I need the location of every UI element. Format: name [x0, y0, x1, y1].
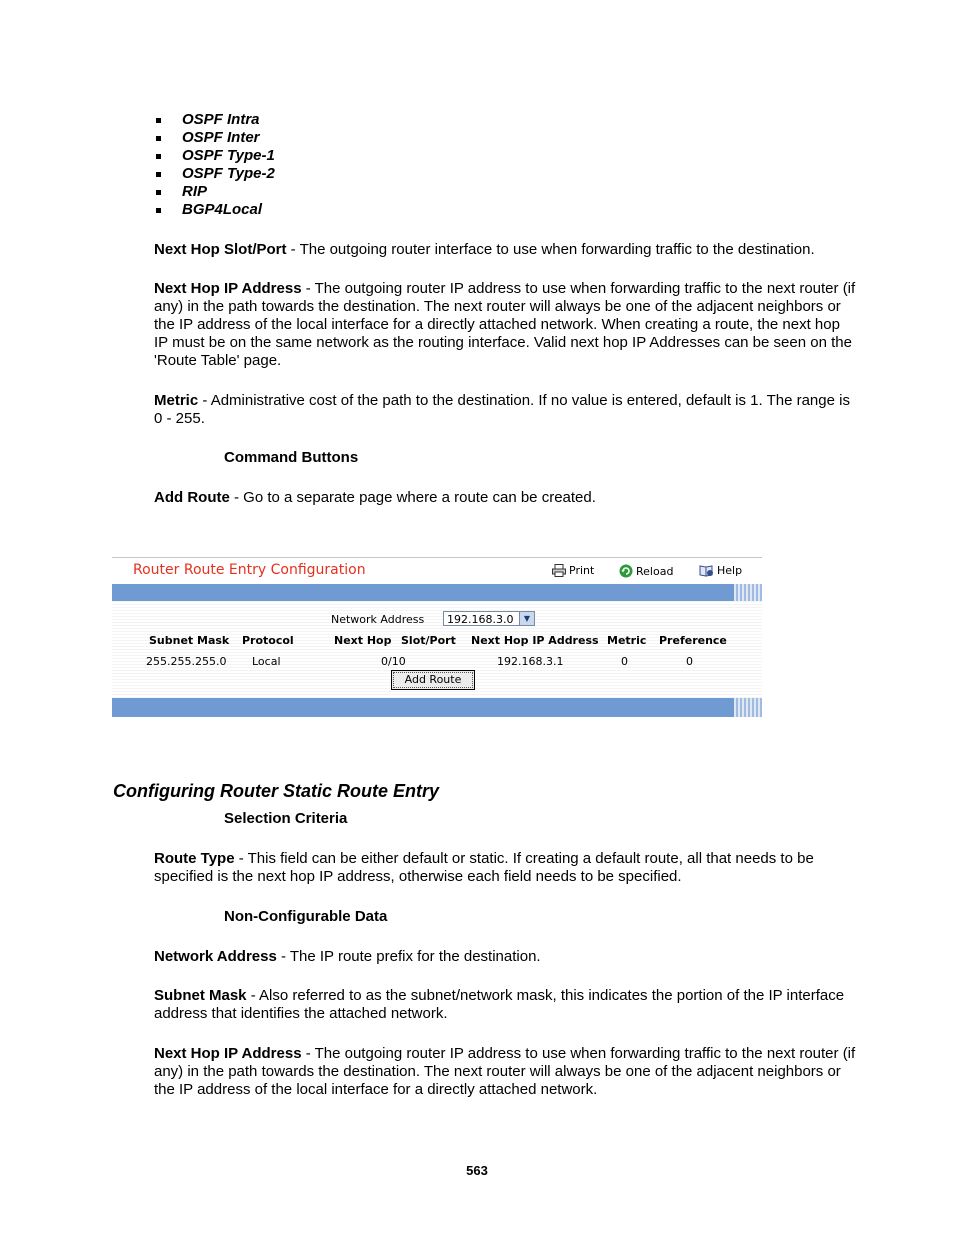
list-item: OSPF Type-2	[154, 165, 275, 183]
bar-gradient	[734, 584, 762, 601]
header-slot-port: Slot/Port	[401, 634, 456, 647]
add-route-paragraph: Add Route - Go to a separate page where a route can be created.	[154, 489, 596, 506]
list-item: OSPF Type-1	[154, 147, 275, 165]
cell-slot-port: 0/10	[381, 655, 406, 668]
network-address-paragraph: Network Address - The IP route prefix for the destination.	[154, 948, 541, 965]
bullet-icon	[156, 154, 161, 159]
bar-gradient	[734, 698, 762, 717]
list-item: RIP	[154, 183, 275, 201]
list-item: BGP4Local	[154, 201, 275, 219]
section-title: Configuring Router Static Route Entry	[113, 781, 439, 801]
panel-bottom-bar	[112, 698, 762, 717]
print-button[interactable]: Print	[552, 564, 594, 577]
bullet-icon	[156, 118, 161, 123]
reload-button[interactable]: Reload	[619, 564, 673, 578]
bullet-icon	[156, 172, 161, 177]
panel-title: Router Route Entry Configuration	[133, 562, 366, 578]
add-route-button[interactable]: Add Route	[391, 670, 475, 690]
panel-top-bar	[112, 584, 762, 601]
header-protocol: Protocol	[242, 634, 294, 647]
next-hop-slot-paragraph: Next Hop Slot/Port - The outgoing router interface to use when forwarding traffic to the destination.	[154, 241, 815, 258]
header-preference: Preference	[659, 634, 727, 647]
cell-subnet-mask: 255.255.255.0	[146, 655, 227, 668]
selection-criteria-heading: Selection Criteria	[224, 810, 348, 827]
header-subnet-mask: Subnet Mask	[149, 634, 230, 647]
page-number: 563	[466, 1163, 488, 1178]
route-type-bullet-list	[154, 111, 275, 219]
bullet-icon	[156, 136, 161, 141]
printer-icon	[552, 564, 566, 577]
cell-next-hop-ip: 192.168.3.1	[497, 655, 564, 668]
bullet-icon	[156, 208, 161, 213]
cell-protocol: Local	[252, 655, 281, 668]
reload-icon	[619, 564, 633, 578]
bullet-icon	[156, 190, 161, 195]
network-address-select[interactable]: 192.168.3.0 ▼	[443, 611, 535, 626]
next-hop-ip-paragraph-2: Next Hop IP Address - The outgoing router IP address to use when forwarding traffic to the next router (if any) in the path towards the destination. The next router will always be one of the adjacent neighbors or the IP address of the local interface for a directly attached network.	[154, 1045, 856, 1098]
router-route-entry-screenshot	[112, 557, 762, 717]
panel-header	[112, 557, 762, 585]
cell-preference: 0	[686, 655, 693, 668]
header-next-hop-ip: Next Hop IP Address	[471, 634, 599, 647]
list-item: OSPF Intra	[154, 111, 275, 129]
non-configurable-heading: Non-Configurable Data	[224, 908, 388, 925]
chevron-down-icon: ▼	[519, 612, 534, 625]
command-buttons-heading: Command Buttons	[224, 449, 359, 466]
help-button[interactable]: Help	[699, 564, 742, 577]
list-item: OSPF Inter	[154, 129, 275, 147]
metric-paragraph: Metric - Administrative cost of the path to the destination. If no value is entered, default is 1. The range is 0 - 255.	[154, 392, 850, 427]
help-icon	[699, 564, 714, 577]
route-type-paragraph: Route Type - This field can be either default or static. If creating a default route, all that needs to be specified is the next hop IP address, otherwise each field needs to be specified.	[154, 850, 814, 885]
next-hop-ip-paragraph: Next Hop IP Address - The outgoing router IP address to use when forwarding traffic to the next router (if any) in the path towards the destination. The next router will always be one of the adjacent neighbors or the IP address of the local interface for a directly attached network. When creating a route, the next hop IP must be on the same network as the routing interface. Valid next hop IP Addresses can be seen on the 'Route Table' page.	[154, 280, 856, 369]
header-next-hop: Next Hop	[334, 634, 392, 647]
panel-body	[112, 601, 762, 698]
header-metric: Metric	[607, 634, 647, 647]
subnet-mask-paragraph: Subnet Mask - Also referred to as the subnet/network mask, this indicates the portion of the IP interface address that identifies the attached network.	[154, 987, 845, 1022]
cell-metric: 0	[621, 655, 628, 668]
network-address-label: Network Address	[331, 613, 425, 626]
